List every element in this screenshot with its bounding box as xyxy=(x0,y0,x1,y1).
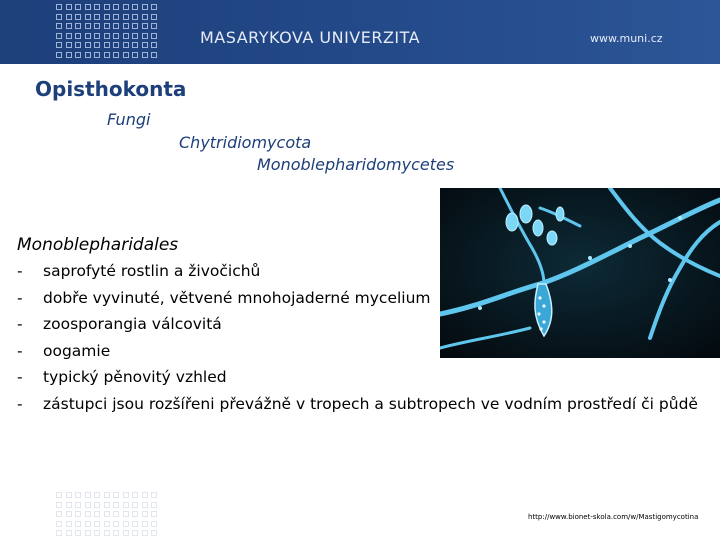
grid-square xyxy=(151,492,157,498)
grid-square xyxy=(142,521,148,527)
bullet-text: oogamie xyxy=(43,341,111,360)
grid-square xyxy=(104,4,110,10)
grid-square xyxy=(75,14,81,20)
grid-square xyxy=(132,42,138,48)
grid-square xyxy=(123,492,129,498)
grid-square xyxy=(151,14,157,20)
grid-square xyxy=(132,521,138,527)
grid-square xyxy=(142,4,148,10)
order-heading: Monoblepharidales xyxy=(17,235,179,255)
grid-square xyxy=(66,42,72,48)
bullet-dash: - xyxy=(17,394,23,413)
grid-square xyxy=(56,42,62,48)
grid-square xyxy=(132,4,138,10)
grid-square xyxy=(142,511,148,517)
grid-square xyxy=(104,23,110,29)
bullet-text: zástupci jsou rozšířeni převážně v tropech a subtropech ve vodním prostředí či půdě xyxy=(43,394,698,413)
grid-square xyxy=(66,14,72,20)
grid-square xyxy=(85,33,91,39)
bullet-dash: - xyxy=(17,288,23,307)
muni-grid-logo-icon xyxy=(56,4,164,60)
grid-square xyxy=(75,502,81,508)
grid-square xyxy=(56,52,62,58)
grid-square xyxy=(113,530,119,536)
micrograph-image xyxy=(440,188,720,358)
grid-square xyxy=(66,492,72,498)
grid-square xyxy=(123,530,129,536)
grid-square xyxy=(142,14,148,20)
grid-square xyxy=(151,33,157,39)
university-name: MASARYKOVA UNIVERZITA xyxy=(200,28,421,47)
grid-square xyxy=(75,33,81,39)
grid-square xyxy=(132,511,138,517)
grid-square xyxy=(85,4,91,10)
title-kingdom: Opisthokonta xyxy=(35,77,187,101)
grid-square xyxy=(113,42,119,48)
grid-square xyxy=(113,23,119,29)
grid-square xyxy=(123,23,129,29)
grid-square xyxy=(94,23,100,29)
grid-square xyxy=(113,492,119,498)
grid-square xyxy=(142,502,148,508)
grid-square xyxy=(94,14,100,20)
bullet-dash: - xyxy=(17,262,23,280)
grid-square xyxy=(85,530,91,536)
grid-square xyxy=(113,14,119,20)
grid-square xyxy=(132,502,138,508)
grid-square xyxy=(151,530,157,536)
grid-square xyxy=(75,521,81,527)
grid-square xyxy=(113,521,119,527)
grid-square xyxy=(151,52,157,58)
grid-square xyxy=(85,42,91,48)
grid-square xyxy=(104,511,110,517)
grid-square xyxy=(151,511,157,517)
grid-square xyxy=(132,52,138,58)
grid-square xyxy=(85,14,91,20)
grid-square xyxy=(123,42,129,48)
grid-square xyxy=(104,530,110,536)
grid-square xyxy=(75,4,81,10)
grid-square xyxy=(142,52,148,58)
grid-square xyxy=(113,52,119,58)
grid-square xyxy=(132,33,138,39)
bullet-dash: - xyxy=(17,315,23,333)
grid-square xyxy=(94,52,100,58)
grid-square xyxy=(132,492,138,498)
grid-square xyxy=(75,42,81,48)
grid-square xyxy=(85,23,91,29)
grid-square xyxy=(56,521,62,527)
grid-square xyxy=(132,14,138,20)
grid-square xyxy=(75,23,81,29)
grid-square xyxy=(66,52,72,58)
footer-grid-decoration xyxy=(56,492,164,540)
grid-square xyxy=(113,33,119,39)
grid-square xyxy=(123,33,129,39)
grid-square xyxy=(123,52,129,58)
grid-square xyxy=(104,521,110,527)
grid-square xyxy=(94,521,100,527)
grid-square xyxy=(85,511,91,517)
grid-square xyxy=(66,530,72,536)
grid-square xyxy=(113,511,119,517)
bullet-dash: - xyxy=(17,368,23,386)
grid-square xyxy=(94,492,100,498)
grid-square xyxy=(56,530,62,536)
grid-square xyxy=(66,33,72,39)
grid-square xyxy=(85,52,91,58)
grid-square xyxy=(151,502,157,508)
grid-square xyxy=(94,4,100,10)
grid-square xyxy=(94,33,100,39)
grid-square xyxy=(151,521,157,527)
title-class: Monoblepharidomycetes xyxy=(257,155,455,174)
micrograph-drawing xyxy=(440,188,720,358)
bullet-text: dobře vyvinuté, větvené mnohojaderné mycelium xyxy=(43,288,431,307)
grid-square xyxy=(104,52,110,58)
grid-square xyxy=(142,33,148,39)
bullet-text: zoosporangia válcovitá xyxy=(43,315,222,333)
grid-square xyxy=(75,52,81,58)
grid-square xyxy=(104,42,110,48)
grid-square xyxy=(85,492,91,498)
grid-square xyxy=(104,33,110,39)
grid-square xyxy=(123,502,129,508)
grid-square xyxy=(75,530,81,536)
grid-square xyxy=(66,502,72,508)
grid-square xyxy=(56,492,62,498)
grid-square xyxy=(142,23,148,29)
website-link[interactable]: www.muni.cz xyxy=(590,32,663,45)
grid-square xyxy=(132,23,138,29)
grid-square xyxy=(75,492,81,498)
grid-square xyxy=(113,502,119,508)
grid-square xyxy=(123,511,129,517)
grid-square xyxy=(94,42,100,48)
bullet-text: saprofyté rostlin a živočichů xyxy=(43,262,261,280)
grid-square xyxy=(123,4,129,10)
grid-square xyxy=(94,530,100,536)
grid-square xyxy=(104,14,110,20)
grid-square xyxy=(142,492,148,498)
grid-square xyxy=(151,42,157,48)
grid-square xyxy=(132,530,138,536)
grid-square xyxy=(94,502,100,508)
grid-square xyxy=(66,521,72,527)
grid-square xyxy=(85,502,91,508)
bullet-text: typický pěnovitý vzhled xyxy=(43,368,227,386)
image-source-link[interactable]: http://www.bionet-skola.com/w/Mastigomycotina xyxy=(528,513,699,521)
grid-square xyxy=(75,511,81,517)
grid-square xyxy=(113,4,119,10)
grid-square xyxy=(56,33,62,39)
grid-square xyxy=(66,23,72,29)
grid-square xyxy=(66,4,72,10)
grid-square xyxy=(151,4,157,10)
grid-square xyxy=(123,521,129,527)
grid-square xyxy=(85,521,91,527)
title-fungi: Fungi xyxy=(107,110,151,129)
grid-square xyxy=(142,42,148,48)
title-phylum: Chytridiomycota xyxy=(179,133,312,152)
grid-square xyxy=(56,23,62,29)
grid-square xyxy=(151,23,157,29)
grid-square xyxy=(94,511,100,517)
grid-square xyxy=(56,502,62,508)
grid-square xyxy=(56,14,62,20)
grid-square xyxy=(104,492,110,498)
grid-square xyxy=(56,4,62,10)
grid-square xyxy=(142,530,148,536)
header-bar xyxy=(0,0,720,64)
grid-square xyxy=(104,502,110,508)
grid-square xyxy=(123,14,129,20)
bullet-dash: - xyxy=(17,341,23,360)
grid-square xyxy=(56,511,62,517)
grid-square xyxy=(66,511,72,517)
